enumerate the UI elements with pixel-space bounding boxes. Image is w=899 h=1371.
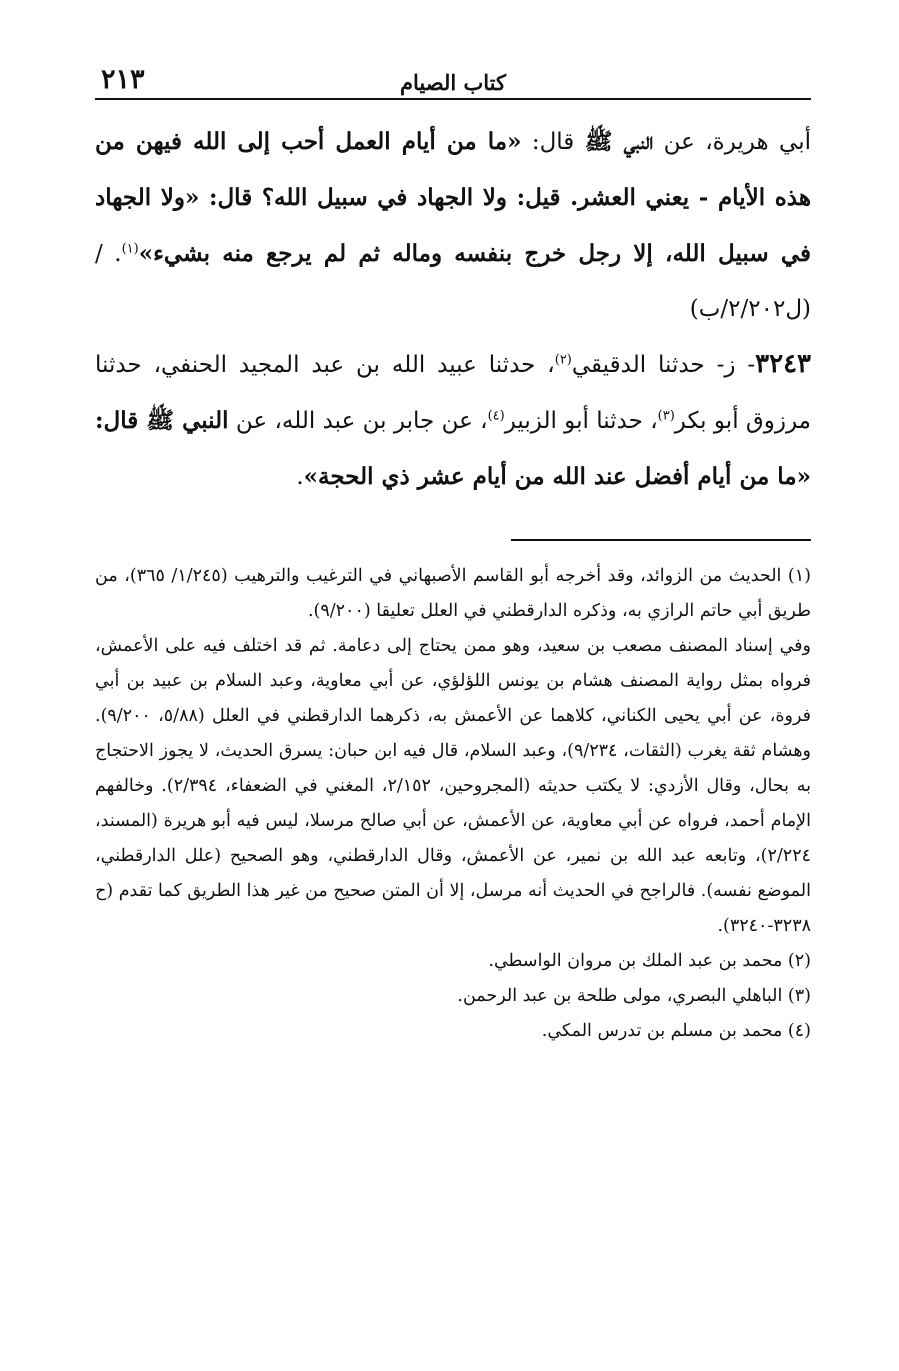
footnote-marker: (٢) bbox=[554, 352, 572, 368]
footnotes bbox=[95, 559, 811, 1049]
hadith-continuation-paragraph bbox=[95, 114, 811, 337]
footnote-1: (١) الحديث من الزوائد، وقد أخرجه أبو القاسم الأصبهاني في الترغيب والترهيب (١/٢٤٥/ ٣٦٥)، من طريق أبي حاتم الرازي به، وذكره الدارقطني في العلل تعليقا (٩/٢٠٠). bbox=[95, 566, 811, 621]
footnote-3: (٣) الباهلي البصري، مولى طلحة بن عبد الرحمن. bbox=[457, 986, 811, 1006]
text-span: قال: bbox=[521, 129, 585, 155]
isnad-text: - ز- حدثنا الدقيقي bbox=[571, 352, 756, 378]
isnad-text: ، عن جابر بن عبد الله، عن bbox=[228, 408, 488, 434]
text-span: أبي هريرة، عن bbox=[653, 129, 811, 155]
prophet-mention: النبي ﷺ bbox=[584, 128, 654, 155]
isnad-text: ، حدثنا أبو الزبير bbox=[504, 408, 658, 434]
footnote-2: (٢) محمد بن عبد الملك بن مروان الواسطي. bbox=[488, 951, 811, 971]
footnote-marker: (١) bbox=[121, 241, 139, 257]
footnote-marker: (٤) bbox=[487, 408, 505, 424]
hadith-3243-paragraph bbox=[95, 337, 811, 505]
hadith-number: ٣٢٤٣ bbox=[755, 349, 812, 379]
page-number: ٢١٣ bbox=[101, 64, 145, 95]
hadith-matn: «ما من أيام العمل أحب إلى الله فيهن من هذه الأيام - يعني العشر. قيل: ولا الجهاد في سبيل الله؟ قال: «ولا الجهاد في سبيل الله، إلا رجل خرج بنفسه وماله ثم لم يرجع منه بشيء» bbox=[95, 128, 811, 267]
manuscript-reference: . / (ل٢/٢٠٢/ب) bbox=[95, 241, 811, 322]
footnote-1-continued: وفي إسناد المصنف مصعب بن سعيد، وهو ممن يحتاج إلى دعامة. ثم قد اختلف فيه على الأعمش، فرواه بمثل رواية المصنف هشام بن يونس اللؤلؤي، عن أبي معاوية، وعبد السلام بن عبيد بن أبي فروة، عن أبي يحيى الكناني، كلاهما عن الأعمش به، ذكرهما الدارقطني في العلل (٥/٨٨، ٩/٢٠٠). وهشام ثقة يغرب (الثقات، ٩/٢٣٤)، وعبد السلام، قال فيه ابن حبان: يسرق الحديث، لا يجوز الاحتجاج به بحال، وقال الأزدي: لا يكتب حديثه (المجروحين، ٢/١٥٢، المغني في الضعفاء، ٢/٣٩٤). وخالفهم الإمام أحمد، فرواه عن أبي معاوية، عن الأعمش، عن أبي صالح مرسلا، ليس فيه أبو هريرة (المسند، ٢/٢٢٤)، وتابعه عبد الله بن نمير، عن الأعمش، وقال الدارقطني، وهو الصحيح (علل الدارقطني، الموضع نفسه). فالراجح في الحديث أنه مرسل، إلا أن المتن صحيح من غير هذا الطريق كما تقدم (ح ٣٢٣٨-٣٢٤٠). bbox=[95, 636, 812, 936]
running-title: كتاب الصيام bbox=[400, 70, 506, 95]
isnad-text: ، حدثنا عبيد الله بن عبد المجيد الحنفي، حدثنا مرزوق أبو بكر bbox=[95, 352, 811, 434]
footnote-separator bbox=[511, 539, 811, 541]
page-header bbox=[95, 62, 811, 102]
book-page bbox=[95, 62, 811, 1049]
header-rule bbox=[95, 98, 811, 100]
main-text bbox=[95, 114, 811, 505]
footnote-marker: (٣) bbox=[657, 408, 675, 424]
text-span: . bbox=[296, 464, 304, 490]
footnote-4: (٤) محمد بن مسلم بن تدرس المكي. bbox=[541, 1021, 811, 1041]
hadith-matn: النبي ﷺ قال: «ما من أيام أفضل عند الله من أيام عشر ذي الحجة» bbox=[95, 407, 811, 490]
